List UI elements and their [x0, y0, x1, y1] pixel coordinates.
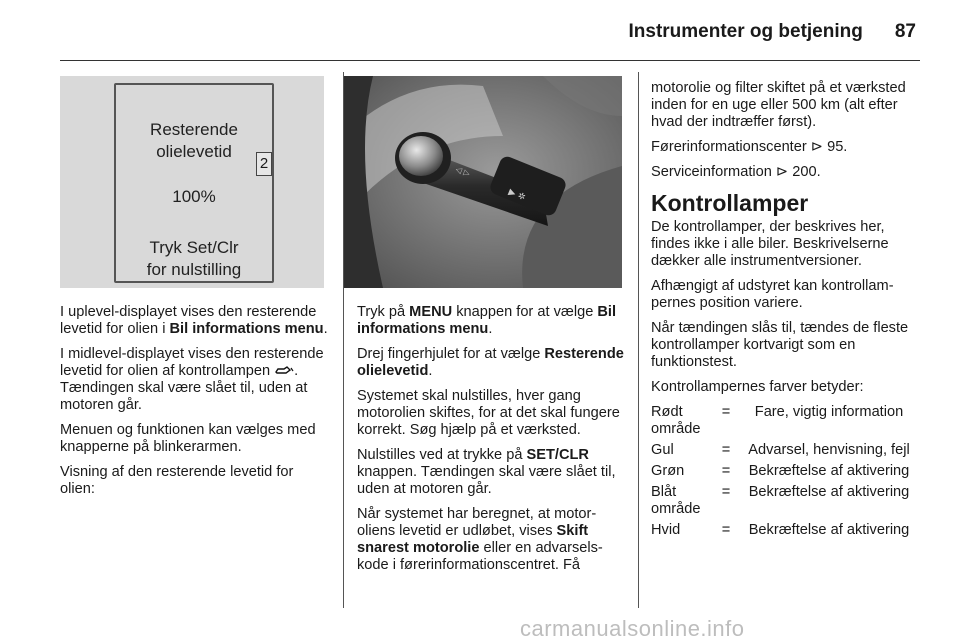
lamp-color-name: Gul	[651, 442, 674, 458]
svg-text:▶ ✲: ▶ ✲	[506, 187, 527, 204]
display-percent: 100%	[172, 187, 216, 206]
lamp-color-name: Rødt område	[651, 404, 701, 437]
paragraph: Førerinformationscenter ⊳ 95.	[651, 139, 848, 155]
lamp-color-name: Grøn	[651, 463, 685, 479]
page-title: Instrumenter og betjening	[628, 21, 863, 42]
lamp-color-table	[651, 404, 923, 543]
paragraph: Tryk på MENU knappen for at vælge Bil informations menu.	[357, 304, 617, 337]
paragraph: Når systemet har beregnet, at motoroliens levetid er udløbet, vises Skift snarest motorolie eller en advarselskode i førerinformationscentret. Få	[357, 506, 603, 573]
paragraph: Menuen og funktionen kan vælges med knapperne på blinkerarmen.	[60, 422, 316, 455]
column-1	[60, 304, 330, 506]
turn-signal-lever-figure	[343, 76, 622, 288]
column-divider-1	[343, 72, 344, 608]
oil-can-icon	[274, 363, 294, 379]
page-header	[36, 10, 916, 54]
equals-sign: =	[721, 484, 731, 500]
lamp-color-name: Hvid	[651, 522, 681, 538]
page-reference-link[interactable]: 200.	[792, 164, 821, 180]
column-3	[651, 80, 923, 543]
paragraph: Visning af den resterende levetid for olien:	[60, 464, 294, 497]
paragraph: Kontrollampernes farver betyder:	[651, 379, 864, 395]
lamp-color-meaning: Bekræftelse af aktivering	[748, 522, 910, 538]
paragraph: Når tændingen slås til, tændes de fleste kontrollamper kortvarigt som en funktionstest.	[651, 320, 909, 370]
column-2	[357, 304, 627, 582]
lever-illustration	[343, 76, 622, 288]
paragraph: Afhængigt af udstyret kan kontrollampernes position variere.	[651, 278, 894, 311]
display-instruction: Tryk Set/Clr for nulstilling	[146, 238, 242, 279]
paragraph: Nulstilles ved at trykke på SET/CLR knappen. Tændingen skal være slået til, uden at motoren går.	[357, 447, 616, 497]
table-row	[651, 484, 923, 522]
paragraph: I uplevel-displayet vises den resterende levetid for olien i Bil informations menu.	[60, 304, 328, 337]
svg-text:◁ ▷: ◁ ▷	[454, 164, 472, 179]
paragraph: motorolie og filter skiftet på et værksted inden for en uge eller 500 km (alt efter hvad der indtræffer først).	[651, 80, 906, 130]
lamp-color-meaning: Bekræftelse af aktivering	[748, 463, 910, 479]
page-reference-icon: ⊳	[775, 164, 793, 180]
lamp-color-meaning: Advarsel, henvisning, fejl	[748, 442, 910, 458]
equals-sign: =	[721, 442, 731, 458]
column-divider-2	[638, 72, 639, 608]
equals-sign: =	[721, 404, 731, 420]
paragraph: I midlevel-displayet vises den resterende levetid for olien af kontrollampen . Tændingen skal være slået til, uden at motoren går.	[60, 346, 324, 413]
lamp-color-name: Blåt område	[651, 484, 701, 517]
paragraph: Drej fingerhjulet for at vælge Resterende olielevetid.	[357, 346, 624, 379]
section-heading: Kontrollamper	[651, 190, 809, 216]
table-row	[651, 442, 923, 463]
table-row	[651, 522, 923, 543]
paragraph: De kontrollamper, der beskrives her, findes ikke i alle biler. Beskrivelserne dækker alle instrumentversioner.	[651, 219, 889, 269]
lamp-color-meaning: Bekræftelse af aktivering	[748, 484, 910, 500]
paragraph: Systemet skal nulstilles, hver gang motorolien skiftes, for at det skal fungere korrekt. Søg hjælp på et værksted.	[357, 388, 620, 438]
display-index-badge: 2	[256, 152, 272, 176]
equals-sign: =	[721, 522, 731, 538]
table-row	[651, 404, 923, 442]
page-reference-icon: ⊳	[810, 139, 828, 155]
display-title: Resterende olielevetid	[150, 120, 238, 161]
table-row	[651, 463, 923, 484]
paragraph: Serviceinformation ⊳ 200.	[651, 164, 821, 180]
page-reference-link[interactable]: 95.	[827, 139, 848, 155]
header-divider	[60, 60, 920, 61]
watermark: carmanualsonline.info	[520, 616, 745, 641]
oil-life-display-figure	[60, 76, 324, 288]
page-number: 87	[894, 21, 916, 42]
lamp-color-meaning: Fare, vigtig information	[754, 404, 904, 420]
equals-sign: =	[721, 463, 731, 479]
display-screen	[114, 83, 274, 283]
